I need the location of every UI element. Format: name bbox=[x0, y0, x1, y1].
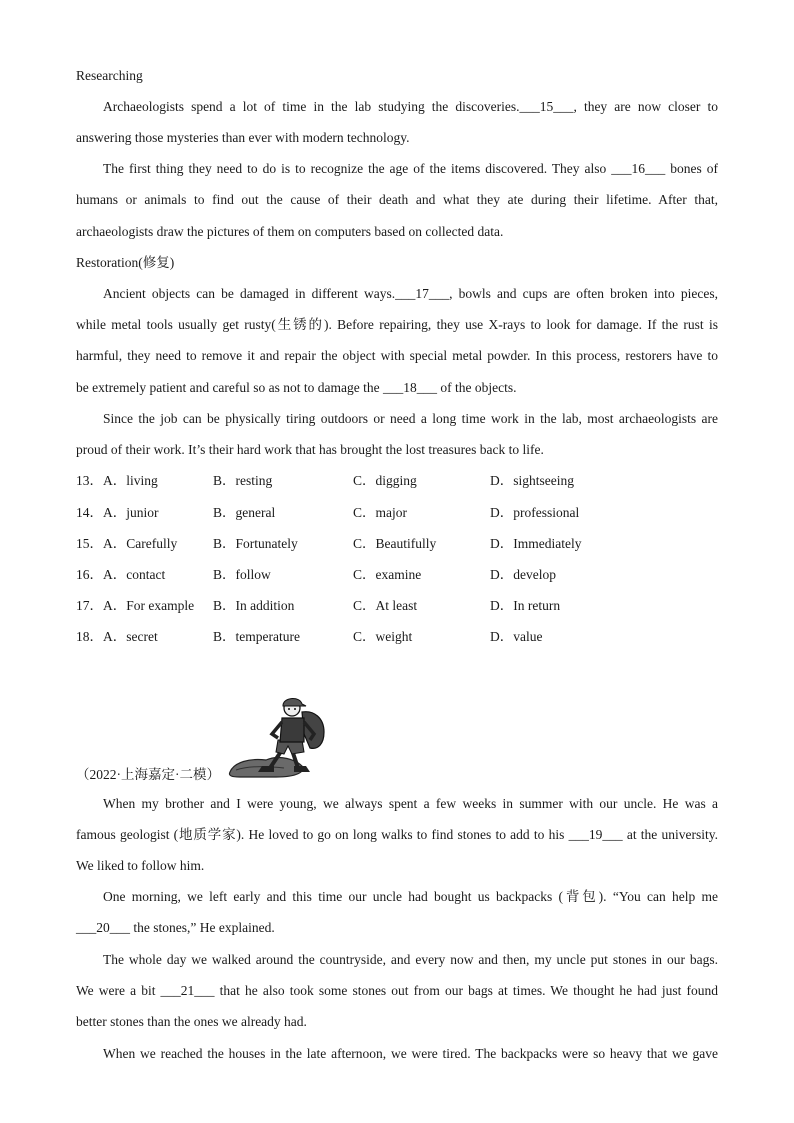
question-number: 15． bbox=[76, 536, 103, 551]
option-c: C．digging bbox=[353, 473, 417, 488]
option-c: C．At least bbox=[353, 598, 418, 613]
paragraph-line: The first thing they need to do is to recognize the age of the items discovered. They also ___16___ bones of bbox=[103, 161, 718, 176]
paragraph-line: The whole day we walked around the countryside, and every now and then, my uncle put stones in our bags. bbox=[103, 952, 718, 967]
option-d: D．professional bbox=[490, 505, 580, 520]
option-c: C．weight bbox=[353, 629, 413, 644]
option-d: D．Immediately bbox=[490, 536, 582, 551]
option-b: B．follow bbox=[213, 567, 271, 582]
option-a: A．contact bbox=[103, 567, 166, 582]
paragraph-line: famous geologist (地质学家). He loved to go on long walks to find stones to add to his ___19___ at the university. bbox=[76, 827, 718, 842]
option-d: D．In return bbox=[490, 598, 561, 613]
paragraph-line: proud of their work. It’s their hard work that has brought the lost treasures back to life. bbox=[76, 442, 544, 457]
option-d: D．develop bbox=[490, 567, 556, 582]
paragraph-line: Since the job can be physically tiring outdoors or need a long time work in the lab, most archaeologists are bbox=[103, 411, 718, 426]
source-label: （2022·上海嘉定·二模） bbox=[76, 767, 220, 782]
option-c: C．Beautifully bbox=[353, 536, 437, 551]
option-b: B．temperature bbox=[213, 629, 300, 644]
paragraph-line: archaeologists draw the pictures of them on computers based on collected data. bbox=[76, 224, 504, 239]
option-d: D．sightseeing bbox=[490, 473, 574, 488]
question-number: 14． bbox=[76, 505, 103, 520]
option-a: A．secret bbox=[103, 629, 158, 644]
hiker-icon bbox=[226, 694, 334, 780]
option-a: A．Carefully bbox=[103, 536, 178, 551]
question-options-13 bbox=[76, 472, 716, 490]
option-b: B．In addition bbox=[213, 598, 295, 613]
paragraph-line: When my brother and I were young, we always spent a few weeks in summer with our uncle. He was a bbox=[103, 796, 718, 811]
question-options-16 bbox=[76, 566, 716, 584]
paragraph-line: humans or animals to find out the cause of their death and what they ate during their lifetime. After that, bbox=[76, 192, 718, 207]
paragraph-line: Ancient objects can be damaged in different ways.___17___, bowls and cups are often broken into pieces, bbox=[103, 286, 718, 301]
paragraph-line: Archaeologists spend a lot of time in the lab studying the discoveries.___15___, they are now closer to bbox=[103, 99, 718, 114]
paragraph-line: When we reached the houses in the late afternoon, we were tired. The backpacks were so heavy that we gave bbox=[103, 1046, 718, 1061]
question-options-14 bbox=[76, 504, 716, 522]
question-number: 13． bbox=[76, 473, 103, 488]
option-a: A．For example bbox=[103, 598, 195, 613]
paragraph-line: We liked to follow him. bbox=[76, 858, 205, 873]
paragraph-line: We were a bit ___21___ that he also took some stones out from our bags at times. We thought he had just found bbox=[76, 983, 718, 998]
option-a: A．living bbox=[103, 473, 158, 488]
question-number: 16． bbox=[76, 567, 103, 582]
option-b: B．Fortunately bbox=[213, 536, 298, 551]
option-d: D．value bbox=[490, 629, 543, 644]
paragraph-line: harmful, they need to remove it and repair the object with special metal powder. In this process, restorers have to bbox=[76, 348, 718, 363]
paragraph-line: answering those mysteries than ever with modern technology. bbox=[76, 130, 410, 145]
section-heading-restoration: Restoration(修复) bbox=[76, 255, 175, 270]
question-options-17 bbox=[76, 597, 716, 615]
option-b: B．resting bbox=[213, 473, 273, 488]
paragraph-line: One morning, we left early and this time our uncle had bought us backpacks (背包). “You can help me bbox=[103, 889, 718, 904]
option-b: B．general bbox=[213, 505, 276, 520]
option-a: A．junior bbox=[103, 505, 159, 520]
paragraph-line: while metal tools usually get rusty(生锈的). Before repairing, they use X-rays to look for damage. If the rust is bbox=[76, 317, 718, 332]
hiker-illustration bbox=[226, 694, 334, 780]
paragraph-line: ___20___ the stones,” He explained. bbox=[76, 920, 275, 935]
paragraph-line: be extremely patient and careful so as not to damage the ___18___ of the objects. bbox=[76, 380, 517, 395]
paragraph-line: better stones than the ones we already had. bbox=[76, 1014, 307, 1029]
section-heading-researching: Researching bbox=[76, 68, 143, 83]
question-options-15 bbox=[76, 535, 716, 553]
option-c: C．examine bbox=[353, 567, 422, 582]
question-options-18 bbox=[76, 628, 716, 646]
question-number: 18． bbox=[76, 629, 103, 644]
question-number: 17． bbox=[76, 598, 103, 613]
option-c: C．major bbox=[353, 505, 407, 520]
